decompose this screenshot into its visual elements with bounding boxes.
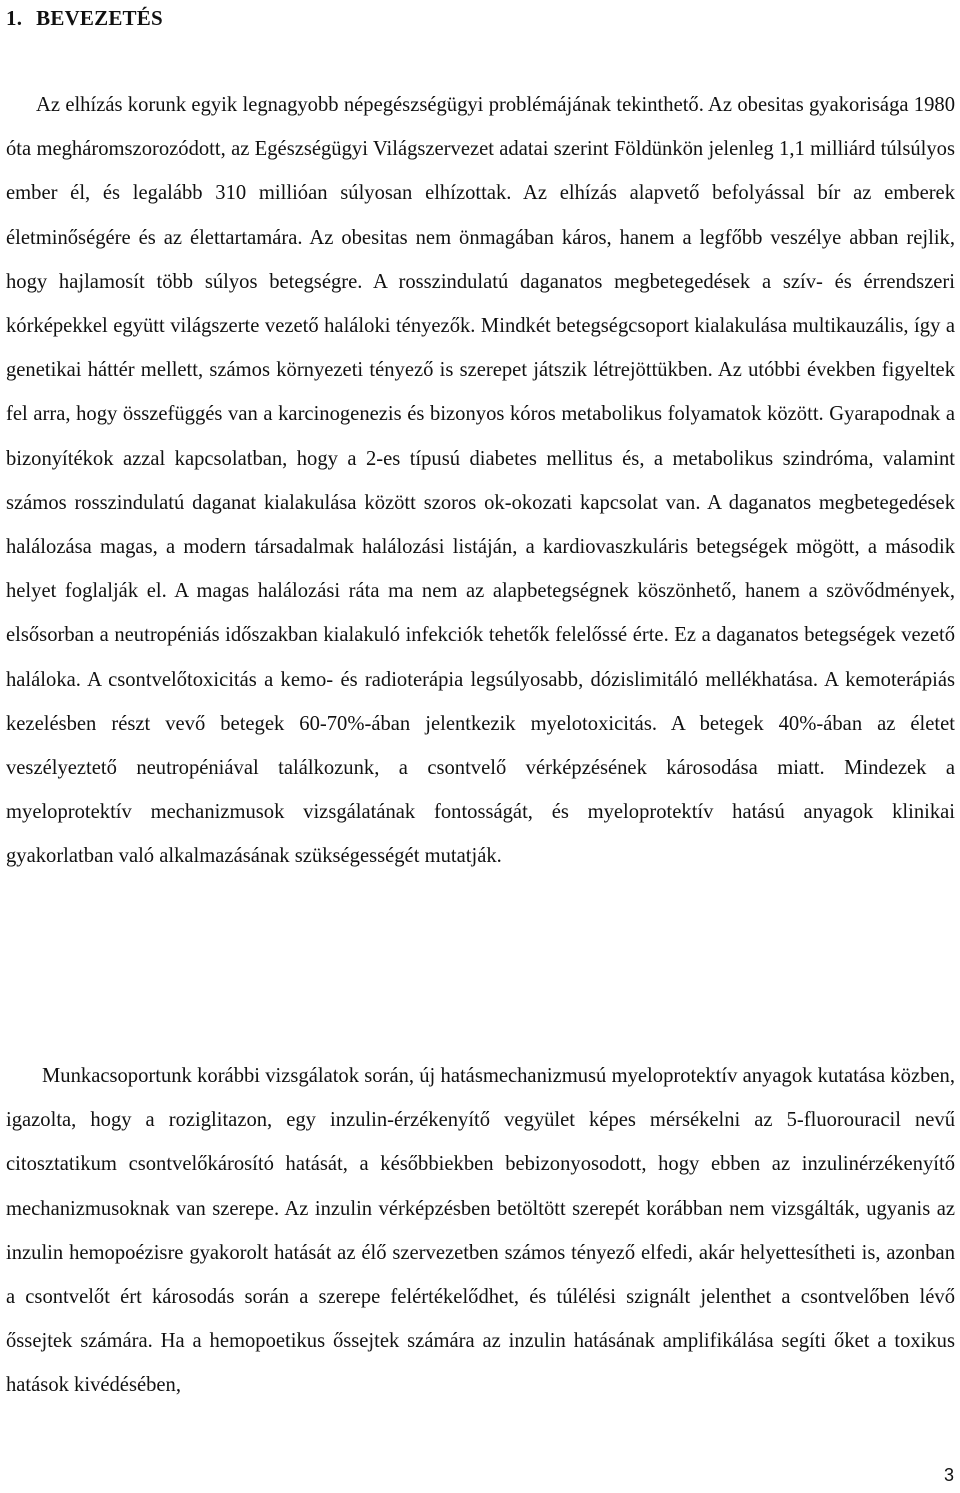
page-number: 3 (943, 1465, 954, 1485)
paragraph: Az elhízás korunk egyik legnagyobb népegészségügyi problémájának tekinthető. Az obesitas gyakorisága 1980 óta megháromszorozódott, az Egészségügyi Világszervezet adatai szerint Földünkön jelenleg 1,1 milliárd túlsúlyos ember él, és legalább 310 millióan súlyosan elhízottak. Az elhízás alapvető befolyással bír az emberek életminőségére és az élettartamára. Az obesitas nem önmagában káros, hanem a legfőbb veszélye abban rejlik, hogy hajlamosít több súlyos betegségre. A rosszindulatú daganatos megbetegedések a szív- és érrendszeri kórképekkel együtt világszerte vezető haláloki tényezők. Mindkét betegségcsoport kialakulása multikauzális, így a genetikai háttér mellett, számos környezeti tényező is szerepet játszik létrejöttükben. Az utóbbi években figyeltek fel arra, hogy összefüggés van a karcinogenezis és bizonyos kóros metabolikus folyamatok között. Gyarapodnak a bizonyítékok azzal kapcsolatban, hogy a 2-es típusú diabetes mellitus és, a metabolikus szindróma, valamint számos rosszindulatú daganat kialakulása között szoros ok-okozati kapcsolat van. A daganatos megbetegedések halálozása magas, a modern társadalmak halálozási listáján, a kardiovaszkuláris betegségek mögött, a második helyet foglalják el. A magas halálozási ráta ma nem az alapbetegségnek köszönhető, hanem a szövődmények, elsősorban a neutropéniás időszakban kialakuló infekciók tehetők felelőssé érte. Ez a daganatos betegségek vezető haláloka. A csontvelőtoxicitás a kemo- és radioterápia legsúlyosabb, dózislimitáló mellékhatása. A kemoterápiás kezelésben részt vevő betegek 60-70%-ában jelentkezik myelotoxicitás. A betegek 40%-ában az életet veszélyeztető neutropéniával találkozunk, a csontvelő vérképzésének károsodása miatt. Mindezek a myeloprotektív mechanizmusok vizsgálatának fontosságát, és myeloprotektív hatású anyagok klinikai gyakorlatban való alkalmazásának szükségességét mutatják. (6, 94, 955, 868)
section-number: 1. (6, 6, 23, 30)
section-heading (6, 6, 163, 31)
section-title: BEVEZETÉS (36, 6, 163, 30)
paragraph: Munkacsoportunk korábbi vizsgálatok során, új hatásmechanizmusú myeloprotektív anyagok kutatása közben, igazolta, hogy a roziglitazon, egy inzulin-érzékenyítő vegyület képes mérsékelni az 5-fluorouracil nevű citosztatikum csontvelőkárosító hatását, a későbbiekben bebizonyosodott, hogy ebben az inzulinérzékenyítő mechanizmusoknak van szerepe. Az inzulin vérképzésben betöltött szerepét korábban nem vizsgálták, ugyanis az inzulin hemopoézisre gyakorolt hatását az élő szervezetben számos tényező elfedi, akár helyettesítheti is, azonban a csontvelőt ért károsodás során a szerepe felértékelődhet, és túlélési szignált jelenthet a csontvelőben lévő őssejtek számára. Ha a hemopoetikus őssejtek számára az inzulin hatásának amplifikálása segíti őket a toxikus hatások kivédésében, (6, 1065, 955, 1397)
